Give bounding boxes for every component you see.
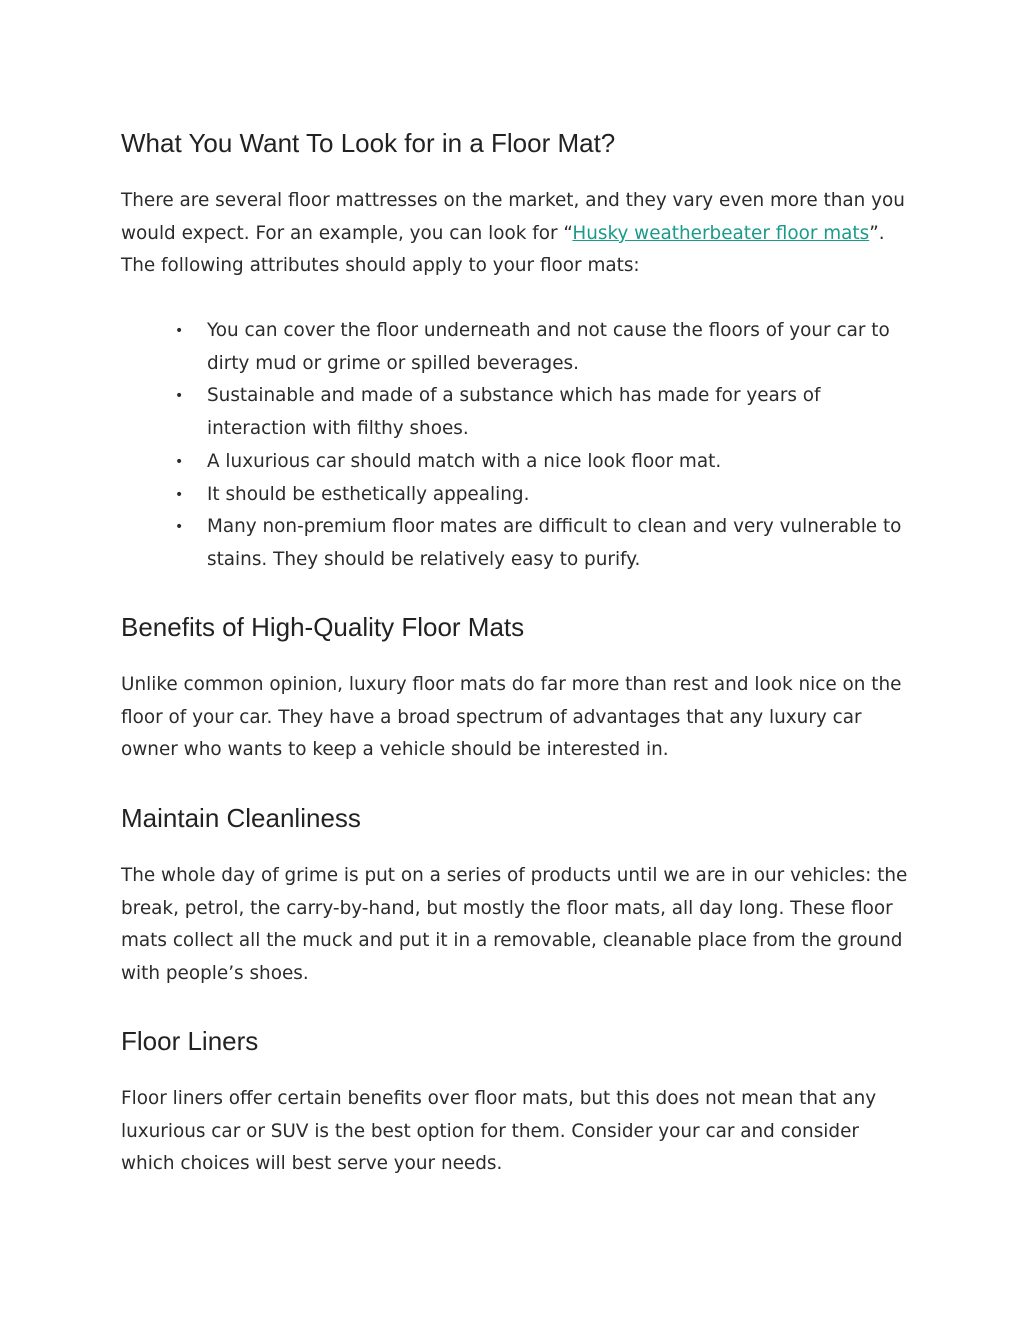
heading-floor-liners: Floor Liners xyxy=(121,1026,259,1056)
heading-what-to-look-for: What You Want To Look for in a Floor Mat? xyxy=(121,128,616,158)
list-item xyxy=(121,479,911,512)
list-item xyxy=(121,380,911,445)
heading-maintain-cleanliness: Maintain Cleanliness xyxy=(121,803,361,833)
floor-liners-paragraph: Floor liners offer certain benefits over floor mats, but this does not mean that any luxurious car or SUV is the best option for them. Consider your car and consider which choices will best serve your needs. xyxy=(121,1088,877,1175)
husky-weatherbeater-link[interactable]: Husky weatherbeater floor mats xyxy=(572,222,870,244)
heading-benefits: Benefits of High-Quality Floor Mats xyxy=(121,612,525,642)
intro-paragraph xyxy=(121,185,911,283)
list-item xyxy=(121,446,911,479)
bullet-icon: • xyxy=(175,388,184,405)
list-item-text: Sustainable and made of a substance which has made for years of interaction with filthy shoes. xyxy=(207,385,821,440)
list-item-text: It should be esthetically appealing. xyxy=(207,483,530,505)
attributes-list xyxy=(121,315,911,577)
list-item xyxy=(121,511,911,576)
list-item-text: You can cover the floor underneath and not cause the floors of your car to dirty mud or grime or spilled beverages. xyxy=(207,320,890,374)
list-item-text: Many non-premium floor mates are difficult to clean and very vulnerable to stains. They should be relatively easy to purify. xyxy=(207,516,902,570)
list-item-text: A luxurious car should match with a nice look floor mat. xyxy=(207,450,722,472)
intro-text-before: There are several floor mattresses on the market, and they vary even more than you would expect. For an example, you can look for “ xyxy=(121,190,905,244)
bullet-icon: • xyxy=(175,453,184,470)
bullet-icon: • xyxy=(175,486,184,503)
bullet-icon: • xyxy=(175,323,184,339)
benefits-paragraph: Unlike common opinion, luxury floor mats do far more than rest and look nice on the floor of your car. They have a broad spectrum of advantages that any luxury car owner who wants to keep a vehicle should be interested in. xyxy=(121,674,902,761)
intro-text-after: ”. The following attributes should apply to your floor mats: xyxy=(121,222,885,277)
list-item xyxy=(121,315,911,380)
cleanliness-paragraph: The whole day of grime is put on a series of products until we are in our vehicles: the break, petrol, the carry-by-hand, but mostly the floor mats, all day long. These floor mats collect all the muck and put it in a removable, cleanable place from the ground with people’s shoes. xyxy=(121,865,908,985)
bullet-icon: • xyxy=(175,519,184,536)
